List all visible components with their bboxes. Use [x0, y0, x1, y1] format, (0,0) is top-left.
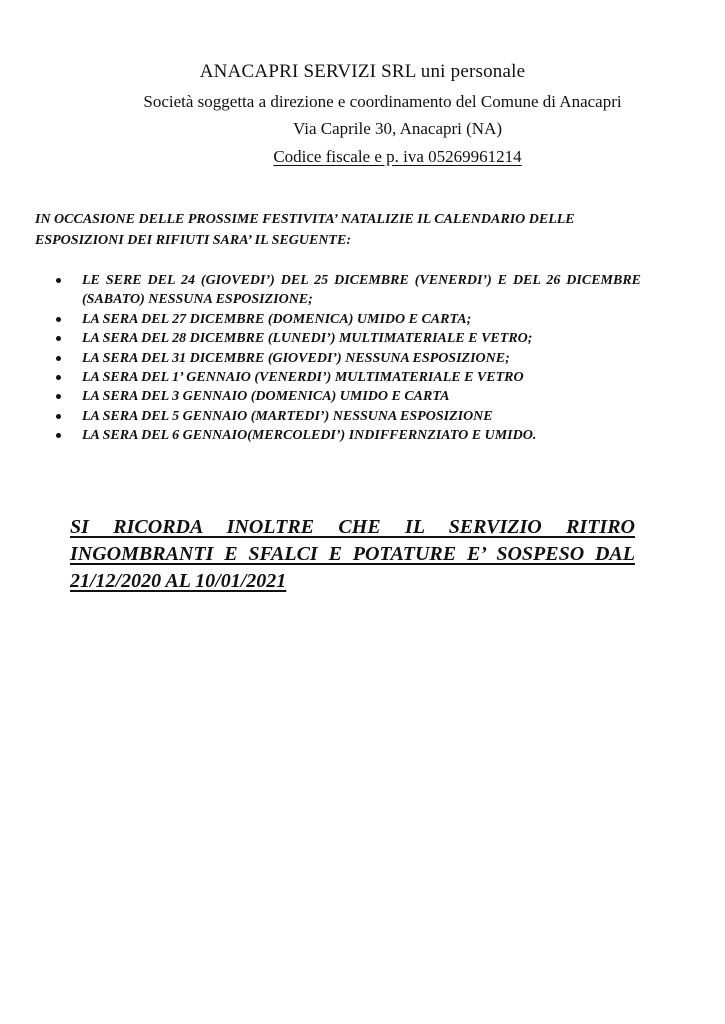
list-item — [56, 368, 641, 387]
bullet-icon — [56, 375, 61, 380]
bullet-icon — [56, 356, 61, 361]
list-item-text: LE SERE DEL 24 (GIOVEDI’) DEL 25 DICEMBRE (VENERDI’) E DEL 26 DICEMBRE (SABATO) NESSUNA ESPOSIZIONE; — [82, 273, 641, 308]
bullet-icon — [56, 278, 61, 283]
list-item — [56, 310, 641, 329]
list-item — [56, 407, 641, 426]
list-item-text: LA SERA DEL 31 DICEMBRE (GIOVEDI’) NESSUNA ESPOSIZIONE; — [82, 350, 510, 366]
intro-paragraph: IN OCCASIONE DELLE PROSSIME FESTIVITA’ NATALIZIE IL CALENDARIO DELLE ESPOSIZIONI DEI RIFIUTI SARA’ IL SEGUENTE: — [35, 212, 575, 248]
direction-line: Società soggetta a direzione e coordinamento del Comune di Anacapri — [143, 92, 622, 111]
bullet-icon — [56, 317, 61, 322]
list-item — [56, 349, 641, 368]
list-item-text: LA SERA DEL 1’ GENNAIO (VENERDI’) MULTIMATERIALE E VETRO — [82, 370, 524, 386]
list-item — [56, 271, 641, 310]
address-line: Via Caprile 30, Anacapri (NA) — [292, 119, 503, 138]
bullet-icon — [56, 336, 61, 341]
tax-code: Codice fiscale e p. iva 05269961214 — [273, 147, 522, 166]
bullet-icon — [56, 394, 61, 399]
list-item-text: LA SERA DEL 6 GENNAIO(MERCOLEDI’) INDIFFERNZIATO E UMIDO. — [82, 428, 537, 444]
suspension-notice: SI RICORDA INOLTRE CHE IL SERVIZIO RITIRO INGOMBRANTI E SFALCI E POTATURE E’ SOSPESO DAL 21/12/2020 AL 10/01/2021 — [70, 516, 635, 592]
bullet-icon — [56, 433, 61, 438]
list-item-text: LA SERA DEL 5 GENNAIO (MARTEDI’) NESSUNA ESPOSIZIONE — [82, 408, 493, 424]
tax-code-line — [0, 144, 725, 170]
list-item — [56, 426, 641, 445]
list-item-text: LA SERA DEL 3 GENNAIO (DOMENICA) UMIDO E CARTA — [82, 389, 450, 405]
list-item — [56, 329, 641, 348]
list-item-text: LA SERA DEL 28 DICEMBRE (LUNEDI’) MULTIMATERIALE E VETRO; — [82, 331, 533, 347]
bullet-icon — [56, 414, 61, 419]
list-item-text: LA SERA DEL 27 DICEMBRE (DOMENICA) UMIDO E CARTA; — [82, 311, 472, 327]
collection-schedule-list — [56, 271, 641, 446]
list-item — [56, 387, 641, 406]
company-name: ANACAPRI SERVIZI SRL uni personale — [199, 61, 526, 82]
